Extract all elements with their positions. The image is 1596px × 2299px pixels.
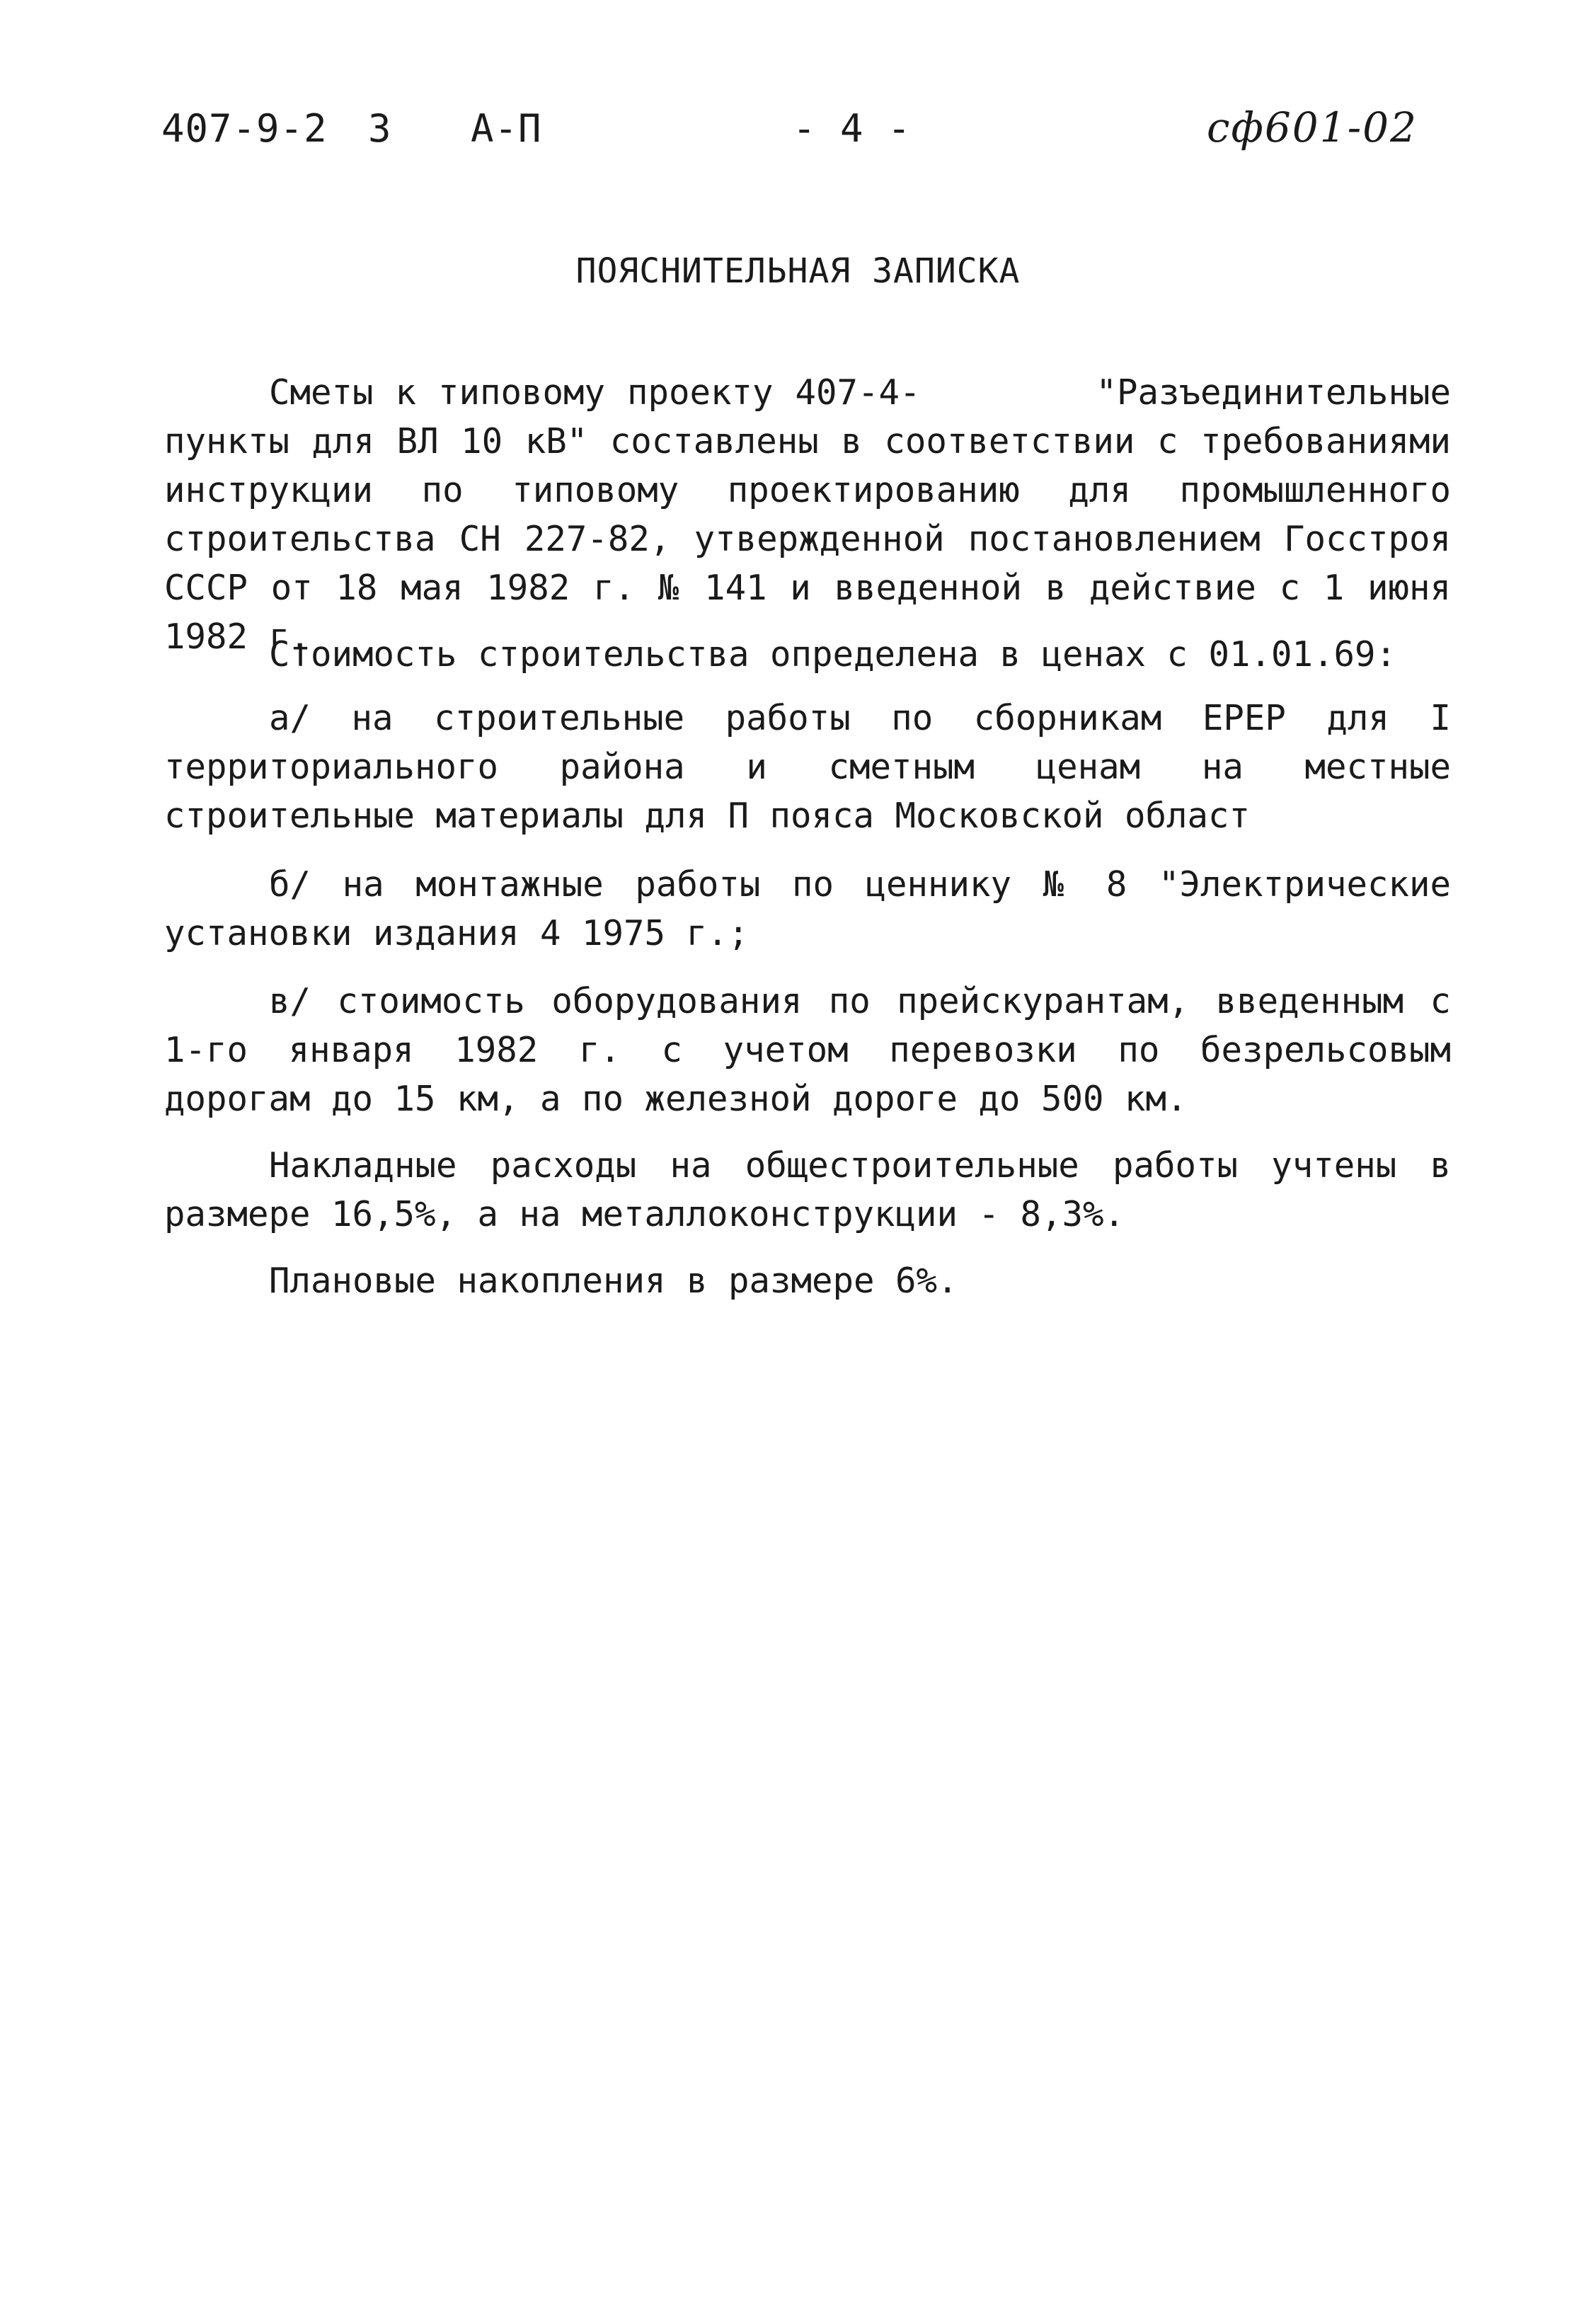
- page-title: ПОЯСНИТЕЛЬНАЯ ЗАПИСКА: [575, 251, 1021, 291]
- handwritten-doc-mark: сф601-02: [1207, 103, 1418, 151]
- paragraph-intro: [164, 368, 1472, 661]
- paragraph-text: в/ стоимость оборудования по прейскурантам, введенным с 1-го января 1982 г. с учетом перевозки по безрельсовым дорогам до 15 км, а по железной дороге до 500 км.: [164, 981, 1472, 1119]
- document-code: 407-9-2: [161, 106, 328, 151]
- paragraph-text: Плановые накопления в размере 6%.: [269, 1261, 958, 1301]
- list-item-b: [164, 860, 1472, 958]
- page-number: - 4 -: [793, 106, 912, 151]
- album-stamp: А-П: [471, 106, 542, 151]
- paragraph-text: Сметы к типовому проекту 407-4- "Разъединительные пункты для ВЛ 10 кВ" составлены в соответствии с требованиями инструкции по типовому проектированию для промышленного строительства СН 227-82, утвержденной постановлением Госстроя СССР от 18 мая 1982 г. № 141 и введенной в действие с 1 июня 1982 г.: [164, 372, 1472, 657]
- paragraph-overhead: [164, 1141, 1472, 1239]
- list-item-a: [164, 694, 1472, 840]
- sheet-number: 3: [368, 106, 392, 151]
- paragraph-text: Стоимость строительства определена в ценах с 01.01.69:: [269, 634, 1397, 675]
- paragraph-text: б/ на монтажные работы по ценнику № 8 "Электрические установки издания 4 1975 г.;: [164, 864, 1472, 953]
- paragraph-planned-savings: [164, 1256, 1451, 1305]
- paragraph-text: Накладные расходы на общестроительные работы учтены в размере 16,5%, а на металлоконструкции - 8,3%.: [164, 1145, 1472, 1234]
- paragraph-text: а/ на строительные работы по сборникам ЕРЕР для I территориального района и сметным ценам на местные строительные материалы для П пояса Московской област: [164, 698, 1472, 836]
- list-item-c: [164, 977, 1472, 1123]
- paragraph-cost-basis: [164, 630, 1451, 679]
